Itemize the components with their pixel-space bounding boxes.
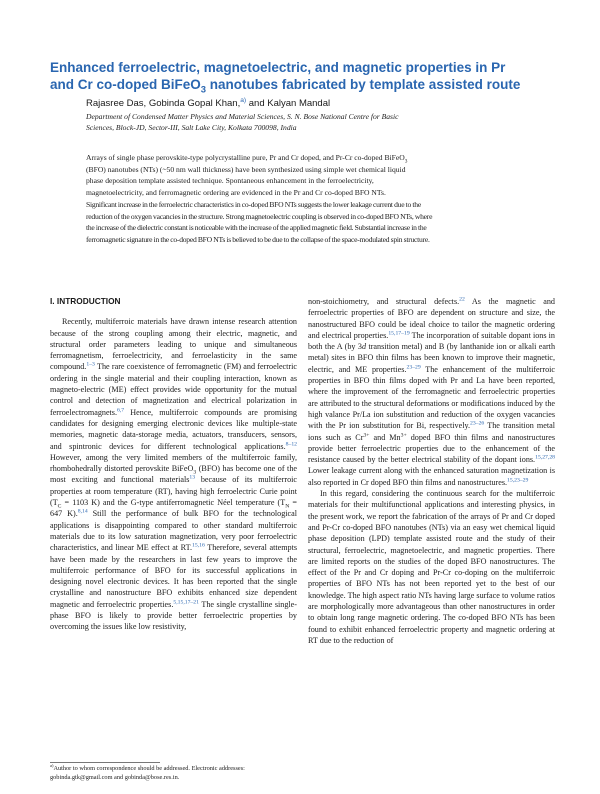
author-list: Rajasree Das, Gobinda Gopal Khan,$^{a)}$ and Kalyan Mandal (86, 96, 331, 109)
right-column (308, 296, 555, 646)
citation-link[interactable]: 15,27,28 (535, 454, 555, 461)
affiliation: Department of Condensed Matter Physics and Material Sciences, S. N. Bose National Centre for Basic Sciences, Block-JD, Sector-III, Salt Lake City, Kolkata 700098, India (86, 112, 399, 132)
citation-link[interactable]: 15,23–29 (507, 477, 529, 484)
footnote-divider (50, 762, 160, 763)
intro-paragraph: In this regard, considering the continuous search for the multiferroic materials for their multifunctional applications and interesting physics, in the present work, we report the fabrication of the arrays of Pr and Cr doped and Pr-Cr co-doped BFO nanotubes (NTs) via an easy wet chemical liquid phase deposition (LPD) template assisted route and the study of their structural, ferroelectric, magnetoelectric, and magnetic properties. There are limited reports on the studies of the doped BFO nanostructures. The effect of the Pr and Cr doping and Pr-Cr co-doping on the multiferroic properties of BFO NTs has not been reported yet to the best of our knowledge. The high aspect ratio NTs having large surface to volume ratios are morphologically more advantageous than other nanostructures in order to obtain long range magnetic ordering. The co-doped BFO NTs has been found to exhibit enhanced ferroelectric property and magnetic ordering at RT due to the reduction of (308, 489, 555, 645)
abstract: Arrays of single phase perovskite-type polycrystalline pure, Pr and Cr doped, and Pr-Cr co-doped BiFeO$_3$ (BFO) nanotubes (NTs) (~50 nm wall thickness) have been synthesized using simple wet chemical liquid phase deposition template assisted technique. Spontaneous enhancement in the ferroelectricity, magnetoelectricity, and ferromagnetic ordering are evidenced in the Pr and Cr co-doped BFO NTs. Significant increase in the ferroelectric characteristics in co-doped BFO NTs suggests the lower leakage current due to the reduction of the oxygen vacancies in the structure. Strong magnetoelectric coupling is observed in co-doped BFO NTs, where the increase of the dielectric constant is noticeable with the increase of the applied magnetic field. Substantial increase in the ferromagnetic signature in the co-doped BFO NTs is believed to be due to the collapse of the space-modulated spin structure. (86, 153, 433, 244)
citation-link[interactable]: 13 (189, 474, 196, 481)
citation-link[interactable]: 5,15,17–21 (173, 599, 199, 605)
footnote: $^{a)}$Author to whom correspondence should be addressed. Electronic addresses: gobinda.gtk@gmail.com and gobinda@bose.res.in. (50, 762, 245, 781)
citation-link[interactable]: 23–29 (406, 364, 421, 371)
section-heading: I. INTRODUCTION (50, 296, 121, 306)
citation-link[interactable]: 22 (459, 296, 465, 303)
paper-title: Enhanced ferroelectric, magnetoelectric, and magnetic properties in Pr and Cr co-doped BiFeO$_3$ nanotubes fabricated by template assisted route (50, 60, 521, 96)
citation-link[interactable]: 8,14 (77, 508, 88, 515)
intro-paragraph-continued: non-stoichiometry, and structural defects.$^{22}$ As the magnetic and ferroelectric properties of BFO are dependent on structure and size, the nanostructured BFO could be ideal choice to tailor the magnetic ordering and electrical properties.$^{15,17-19}$ The incorporation of suitable dopant ions in both the A (by 3d transition metal) and B (by lanthanide ion or alkali earth metal) sites in BFO thin films has been known to improve their magnetic, electric, and ME properties.$^{23-29}$ The enhancement of the multiferroic properties in BFO thin films doped with Pr and La have been reported, where the improvement of the ferromagnetic and ferroelectric properties are attributed to the structural deformations or modifications induced by the high valance Pr/La ion substitution and reduction of the oxygen vacancies with the Pr ion substitution for Bi, respectively.$^{23-26}$ The transition metal ions such as $Cr^{3+}$ and $Mn^{3+}$ doped BFO thin films and nanostructures provide better ferroelectric properties due to the enhancement of the resistance caused by the better electrical stability of the dopant ions.$^{15,27,28}$ Lower leakage current along with the enhanced saturation magnetization is also reported in Cr doped BFO thin films and nanostructures.$^{15,23-29}$ (308, 296, 556, 487)
intro-paragraph: Recently, multiferroic materials have drawn intense research attention because of the strong coupling among their electric, magnetic, and structural order parameters leading to unique and simultaneous ferromagnetism, ferroelectricity, and ferroelasticity in the same compound.$^{1-3}$ The rare coexistence of ferromagnetic (FM) and ferroelectric ordering in the single material and their coupling interaction, known as magneto-electric (ME) effect provides wide opportunity for the mutual control and detection of magnetization and electrical polarization in ferroelectromagnets.$^{6,7}$ Hence, multiferroic compounds are promising candidates for designing emerging electronic devices like multiple-state memories, magnetic data-storage media, actuators, transducers, sensors, and spintronic devices for different technological applications.$^{8-12}$ However, among the very limited members of the multiferroic family, rhombohedrally distorted perovskite BiFeO$_3$ (BFO) has become one of the most exciting and functional materials$^{13}$ because of its multiferroic properties at room temperature (RT), having high ferroelectric Curie point ($T_C = 1103$ K) and the G-type antiferromagnetic Néel temperature ($T_N = 647$ K).$^{8,14}$ Still the performance of bulk BFO for the technological applications is disappointing compared to other standard multiferroic materials due to its low saturation magnetization, very poor ferroelectric characteristics, and linear ME effect at RT.$^{15,16}$ Therefore, several attempts have been made by the researchers in last few years to improve the multiferroic performance of BFO for its successful applications in designing novel electronic devices. It has been reported that the single crystalline and nanostructure BFO exhibits enhanced size dependent magnetic and ferroelectric properties.$^{5,15,17-21}$ The single crystalline single-phase BFO is likely to provide better ferroelectric properties by overcoming the issues like low resistivity, (50, 317, 297, 632)
citation-link[interactable]: 15,17–19 (388, 330, 410, 337)
left-column (50, 296, 297, 633)
corresponding-author-mark[interactable]: a) (240, 96, 247, 104)
citation-link[interactable]: 6,7 (117, 406, 125, 413)
citation-link[interactable]: 1–3 (86, 361, 95, 368)
citation-link[interactable]: 23–26 (470, 420, 485, 427)
citation-link[interactable]: 8–12 (285, 440, 297, 447)
citation-link[interactable]: 15,16 (191, 542, 205, 549)
email-addresses[interactable]: gobinda.gtk@gmail.com and gobinda@bose.res.in. (50, 773, 180, 781)
